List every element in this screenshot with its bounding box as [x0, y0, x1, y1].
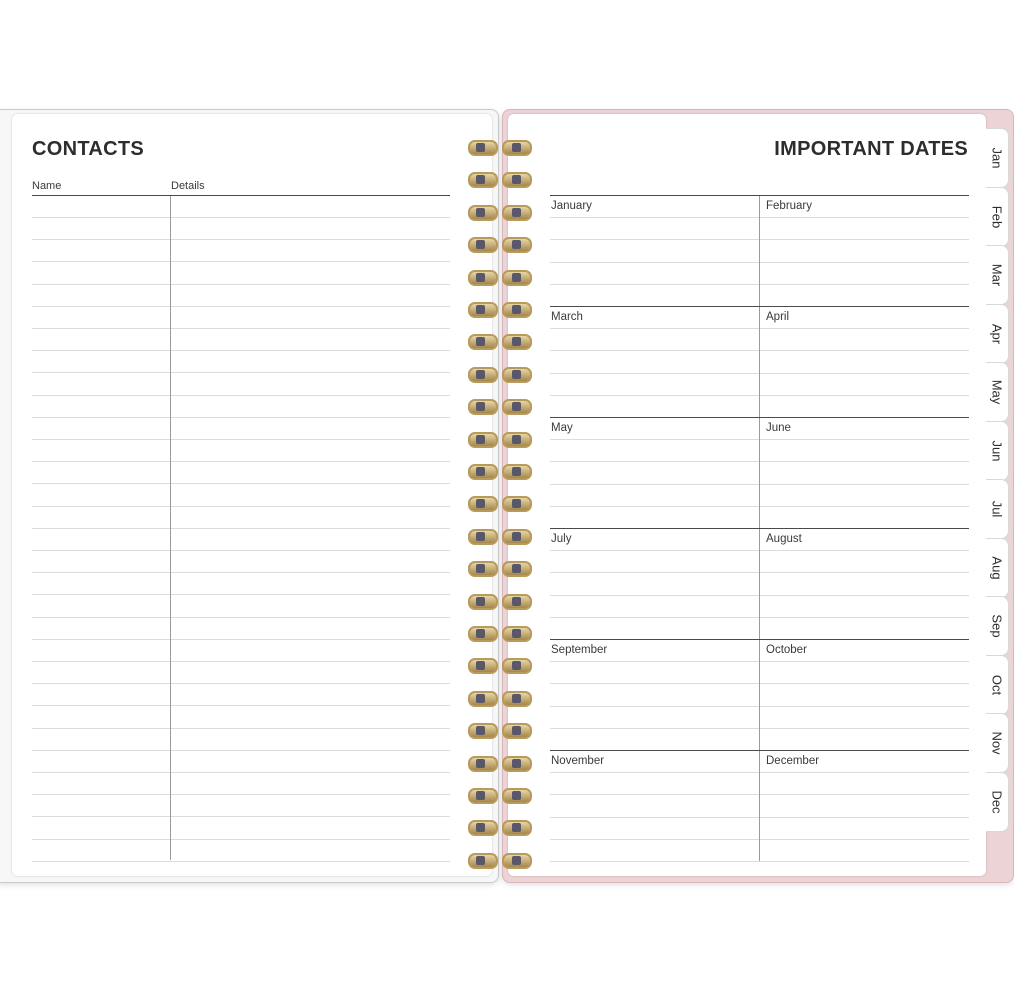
contacts-row-rule: [32, 661, 450, 662]
contacts-row-rule: [32, 261, 450, 262]
spiral-ring: [468, 788, 530, 802]
month-tab-jan[interactable]: [986, 128, 1009, 188]
month-column-divider: [759, 529, 760, 639]
month-tab-oct[interactable]: [986, 655, 1009, 715]
month-tab-apr[interactable]: [986, 304, 1009, 364]
spiral-ring: [468, 561, 530, 575]
spiral-ring: [468, 399, 530, 413]
contacts-row-rule: [32, 372, 450, 373]
month-tab-label: Dec: [989, 789, 1005, 814]
contacts-row-rule: [32, 839, 450, 840]
month-label-november: November: [551, 755, 605, 767]
column-header-details: Details: [171, 180, 205, 192]
month-column-divider: [759, 751, 760, 861]
spiral-ring: [468, 432, 530, 446]
spiral-ring: [468, 658, 530, 672]
month-label-january: January: [551, 200, 592, 212]
month-label-june: June: [766, 422, 791, 434]
contacts-row-rule: [32, 639, 450, 640]
month-tab-label: Feb: [989, 205, 1005, 228]
contacts-row-rule: [32, 861, 450, 862]
contacts-row-rule: [32, 772, 450, 773]
contacts-row-rule: [32, 239, 450, 240]
spiral-ring: [468, 367, 530, 381]
month-tab-label: Jul: [989, 500, 1005, 518]
contacts-row-rule: [32, 417, 450, 418]
month-label-august: August: [766, 533, 802, 545]
spiral-ring: [468, 723, 530, 737]
contacts-row-rule: [32, 483, 450, 484]
month-column-divider: [759, 418, 760, 528]
contacts-row-rule: [32, 284, 450, 285]
contacts-row-rule: [32, 594, 450, 595]
contacts-row-rule: [32, 750, 450, 751]
spiral-ring: [468, 853, 530, 867]
contacts-row-rule: [32, 439, 450, 440]
month-label-april: April: [766, 311, 790, 323]
month-column-divider: [759, 640, 760, 750]
contacts-row-rule: [32, 816, 450, 817]
month-tab-mar[interactable]: [986, 245, 1009, 305]
month-tab-label: Oct: [989, 674, 1005, 695]
contacts-row-rule: [32, 506, 450, 507]
page-title-important-dates: IMPORTANT DATES: [774, 138, 968, 160]
contacts-page: [12, 114, 492, 876]
spiral-ring: [468, 496, 530, 510]
month-tab-sep[interactable]: [986, 596, 1009, 656]
month-tab-label: Jun: [989, 440, 1005, 461]
spiral-ring: [468, 302, 530, 316]
month-label-may: May: [551, 422, 573, 434]
month-bottom-rule: [550, 861, 969, 862]
contacts-row-rule: [32, 328, 450, 329]
month-column-divider: [759, 196, 760, 306]
contacts-row-rule: [32, 350, 450, 351]
contacts-row-rule: [32, 728, 450, 729]
month-label-october: October: [766, 644, 807, 656]
spiral-ring: [468, 140, 530, 154]
contacts-column-divider: [170, 196, 171, 860]
contacts-row-rule: [32, 572, 450, 573]
contacts-header-rule: [32, 195, 450, 196]
month-column-divider: [759, 307, 760, 417]
contacts-row-rule: [32, 617, 450, 618]
month-label-december: December: [766, 755, 820, 767]
month-tab-nov[interactable]: [986, 713, 1009, 773]
spiral-ring: [468, 270, 530, 284]
month-label-july: July: [551, 533, 572, 545]
spiral-ring: [468, 334, 530, 348]
month-label-february: February: [766, 200, 813, 212]
month-label-march: March: [551, 311, 583, 323]
spiral-ring: [468, 691, 530, 705]
page-title-contacts: CONTACTS: [32, 138, 145, 160]
month-tab-label: May: [989, 379, 1005, 405]
contacts-row-rule: [32, 395, 450, 396]
month-tab-label: Sep: [989, 614, 1005, 638]
spiral-ring: [468, 205, 530, 219]
month-label-september: September: [551, 644, 608, 656]
month-tab-may[interactable]: [986, 362, 1009, 422]
contacts-row-rule: [32, 306, 450, 307]
spiral-ring: [468, 594, 530, 608]
month-tab-label: Mar: [989, 263, 1005, 287]
contacts-row-rule: [32, 683, 450, 684]
spiral-ring: [468, 756, 530, 770]
month-tab-aug[interactable]: [986, 538, 1009, 598]
spiral-ring: [468, 172, 530, 186]
month-tab-label: Jan: [989, 147, 1005, 169]
contacts-row-rule: [32, 528, 450, 529]
spiral-ring: [468, 529, 530, 543]
month-tab-dec[interactable]: [986, 772, 1009, 832]
contacts-row-rule: [32, 461, 450, 462]
spiral-ring: [468, 464, 530, 478]
spiral-ring: [468, 820, 530, 834]
contacts-row-rule: [32, 217, 450, 218]
month-tab-feb[interactable]: [986, 187, 1009, 247]
month-tab-label: Aug: [989, 555, 1005, 580]
contacts-row-rule: [32, 794, 450, 795]
month-tab-label: Apr: [989, 323, 1005, 344]
month-tab-jul[interactable]: [986, 479, 1009, 539]
month-tab-label: Nov: [989, 731, 1005, 755]
spiral-ring: [468, 237, 530, 251]
contacts-row-rule: [32, 705, 450, 706]
month-tab-jun[interactable]: [986, 421, 1009, 481]
contacts-row-rule: [32, 550, 450, 551]
column-header-name: Name: [32, 180, 62, 192]
spiral-ring: [468, 626, 530, 640]
